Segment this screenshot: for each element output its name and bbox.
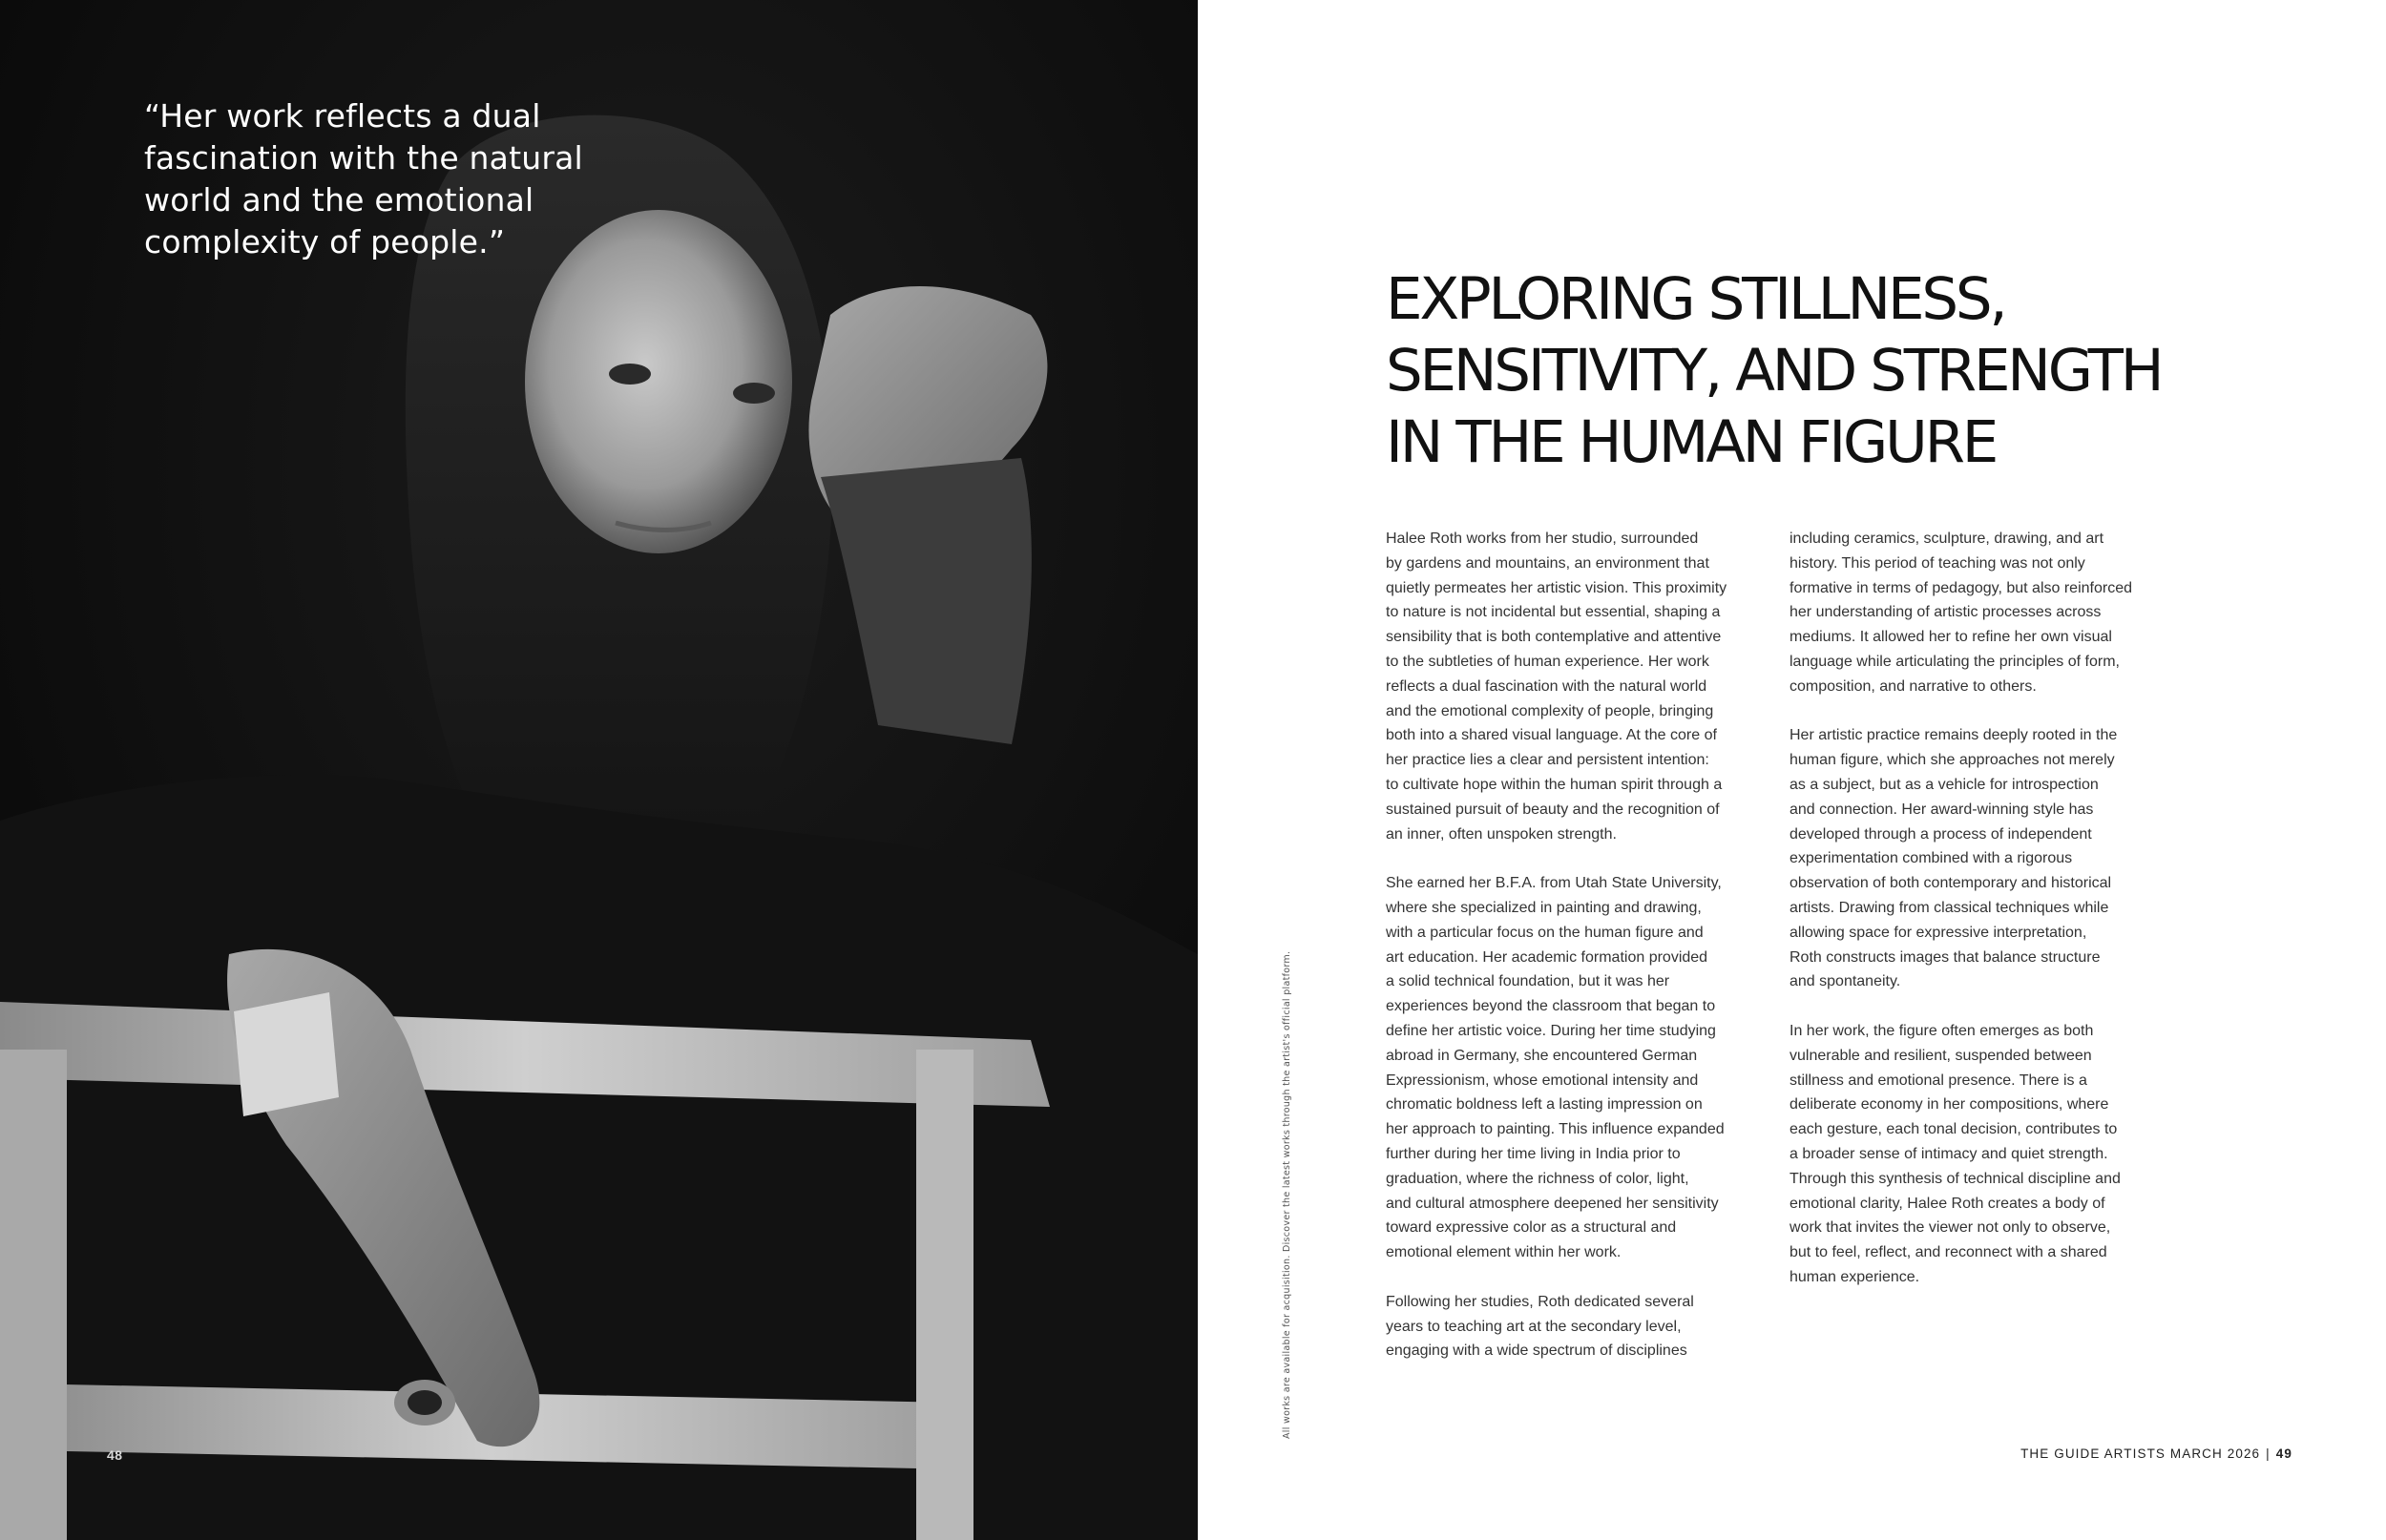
page-footer bbox=[2020, 1446, 2292, 1461]
page-number-right: 49 bbox=[2275, 1446, 2292, 1461]
body-paragraph: In her work, the figure often emerges as both vulnerable and resilient, suspended between stillness and emotional presence. There is a deliberate economy in her compositions, where each gesture, each tonal decision, contributes to a broader sense of intimacy and quiet strength. Through this synthesis of technical discipline and emotional clarity, Halee Roth creates a body of work that invites the viewer not only to observe, but to feel, reflect, and reconnect with a shared human experience. bbox=[1790, 1022, 2121, 1285]
footer-separator: | bbox=[2266, 1446, 2271, 1461]
body-paragraph: Her artistic practice remains deeply rooted in the human figure, which she approaches not merely as a subject, but as a vehicle for introspection and connection. Her award-winning style has developed through a process of independent experimentation combined with a rigorous observation of both contemporary and historical artists. Drawing from classical techniques while allowing space for expressive interpretation, Roth constructs images that balance structure and spontaneity. bbox=[1790, 727, 2118, 990]
headline-line: IN THE HUMAN FIGURE bbox=[1386, 408, 1997, 476]
pull-quote: “Her work reflects a dual fascination with the natural world and the emotional complexity of people.” bbox=[144, 97, 583, 260]
body-column-1 bbox=[1386, 527, 1787, 1388]
page-number-left: 48 bbox=[107, 1447, 123, 1463]
acquisition-note: All works are available for acquisition. Discover the latest works through the artist's official platform. bbox=[1282, 950, 1292, 1439]
article-headline bbox=[1386, 263, 2168, 478]
body-paragraph: Halee Roth works from her studio, surrounded by gardens and mountains, an environment that quietly permeates her artistic vision. This proximity to nature is not incidental but essential, shaping a sensibility that is both contemplative and attentive to the subtleties of human experience. Her work reflects a dual fascination with the natural world and the emotional complexity of people, bringing both into a shared visual language. At the core of her practice lies a clear and persistent intention: to cultivate hope within the human spirit through a sustained pursuit of beauty and the recognition of an inner, often unspoken strength. bbox=[1386, 531, 1727, 843]
body-column-2 bbox=[1790, 527, 2190, 1315]
headline-line: SENSITIVITY, AND STRENGTH bbox=[1386, 337, 2162, 405]
publication-name: THE GUIDE ARTISTS MARCH 2026 bbox=[2020, 1446, 2261, 1461]
body-paragraph: including ceramics, sculpture, drawing, and art history. This period of teaching was not only formative in terms of pedagogy, but also reinforced her understanding of artistic processes across mediums. It allowed her to refine her own visual language while articulating the principles of form, composition, and narrative to others. bbox=[1790, 531, 2132, 695]
body-paragraph: She earned her B.F.A. from Utah State University, where she specialized in painting and drawing, with a particular focus on the human figure and art education. Her academic formation provided a solid technical foundation, but it was her experiences beyond the classroom that began to define her artistic voice. During her time studying abroad in Germany, she encountered German Expressionism, whose emotional intensity and chromatic boldness left a lasting impression on her approach to painting. This influence expanded further during her time living in India prior to graduation, where the richness of color, light, and cultural atmosphere deepened her sensitivity toward expressive color as a structural and emotional element within her work. bbox=[1386, 875, 1725, 1261]
headline-line: EXPLORING STILLNESS, bbox=[1386, 265, 2005, 333]
body-paragraph: Following her studies, Roth dedicated several years to teaching art at the secondary level, engaging with a wide spectrum of disciplines bbox=[1386, 1293, 1694, 1360]
